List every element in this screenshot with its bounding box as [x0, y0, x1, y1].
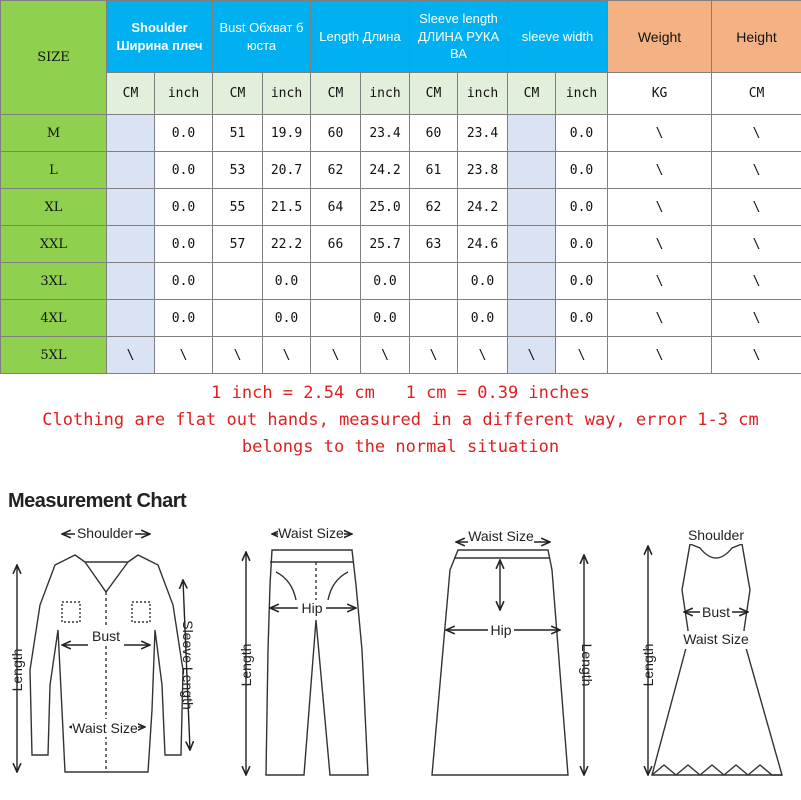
- pants-hip-label: Hip: [301, 600, 323, 616]
- table-cell-sleeve-in: 23.4: [458, 115, 508, 152]
- table-cell-shoulder-in: \: [155, 337, 213, 374]
- size-cell: L: [1, 152, 107, 189]
- table-cell-sw-in: 0.0: [556, 300, 608, 337]
- unit-inch: inch: [361, 73, 410, 115]
- table-cell-length-in: 25.7: [361, 226, 410, 263]
- table-cell-sleeve-in: 0.0: [458, 300, 508, 337]
- size-cell: XXL: [1, 226, 107, 263]
- table-row: [1, 115, 801, 152]
- table-row: [1, 337, 801, 374]
- table-cell-length-in: 23.4: [361, 115, 410, 152]
- table-cell-length-cm: \: [311, 337, 361, 374]
- table-cell-sw-cm: [508, 226, 556, 263]
- dress-outline: [652, 544, 782, 775]
- unit-cm: CM: [410, 73, 458, 115]
- table-cell-length-cm: 62: [311, 152, 361, 189]
- unit-height-cm: CM: [712, 73, 801, 115]
- size-cell: XL: [1, 189, 107, 226]
- unit-cm: CM: [213, 73, 263, 115]
- table-cell-shoulder-in: 0.0: [155, 226, 213, 263]
- table-cell-length-cm: 60: [311, 115, 361, 152]
- table-cell-length-in: 24.2: [361, 152, 410, 189]
- table-cell-sw-in: \: [556, 337, 608, 374]
- skirt-hip-label: Hip: [490, 622, 512, 638]
- table-cell-bust-in: 19.9: [263, 115, 311, 152]
- dress-shoulder-label: Shoulder: [687, 527, 745, 543]
- table-cell-weight: \: [608, 189, 712, 226]
- table-cell-shoulder-cm: [107, 263, 155, 300]
- shirt-outline: [30, 555, 183, 772]
- table-cell-sleeve-in: 24.2: [458, 189, 508, 226]
- header-row: [1, 1, 801, 73]
- table-cell-bust-cm: \: [213, 337, 263, 374]
- table-cell-sw-in: 0.0: [556, 226, 608, 263]
- unit-inch: inch: [155, 73, 213, 115]
- dress-length-label: Length: [640, 643, 656, 687]
- pants-waist-label: Waist Size: [278, 525, 344, 541]
- table-cell-sleeve-in: \: [458, 337, 508, 374]
- sleeve-length-header: Sleeve length ДЛИНА РУКА ВА: [410, 1, 508, 73]
- table-row: [1, 263, 801, 300]
- skirt-waist-label: Waist Size: [468, 528, 534, 544]
- table-cell-sleeve-cm: 62: [410, 189, 458, 226]
- unit-kg: KG: [608, 73, 712, 115]
- shoulder-header: Shoulder Ширина плеч: [107, 1, 213, 73]
- table-cell-length-in: 0.0: [361, 263, 410, 300]
- table-cell-weight: \: [608, 337, 712, 374]
- table-cell-sleeve-cm: [410, 263, 458, 300]
- table-cell-sleeve-cm: [410, 300, 458, 337]
- table-cell-sleeve-in: 24.6: [458, 226, 508, 263]
- table-cell-height: \: [712, 337, 801, 374]
- table-cell-bust-in: 21.5: [263, 189, 311, 226]
- table-row: [1, 226, 801, 263]
- size-rows: [1, 115, 801, 374]
- table-cell-bust-cm: 51: [213, 115, 263, 152]
- table-cell-bust-cm: 57: [213, 226, 263, 263]
- table-cell-height: \: [712, 189, 801, 226]
- height-header: Height: [712, 1, 801, 73]
- table-cell-sw-in: 0.0: [556, 263, 608, 300]
- table-cell-length-in: \: [361, 337, 410, 374]
- table-cell-length-in: 25.0: [361, 189, 410, 226]
- table-cell-shoulder-cm: [107, 115, 155, 152]
- table-cell-weight: \: [608, 152, 712, 189]
- table-cell-bust-cm: 53: [213, 152, 263, 189]
- table-cell-sleeve-cm: 63: [410, 226, 458, 263]
- table-cell-length-cm: 64: [311, 189, 361, 226]
- table-cell-shoulder-in: 0.0: [155, 152, 213, 189]
- table-cell-bust-in: \: [263, 337, 311, 374]
- table-cell-weight: \: [608, 226, 712, 263]
- shirt-bust-label: Bust: [91, 628, 121, 644]
- table-cell-sw-in: 0.0: [556, 189, 608, 226]
- measurement-chart-title: Measurement Chart: [8, 490, 187, 512]
- table-cell-sw-in: 0.0: [556, 152, 608, 189]
- dress-waist-label: Waist Size: [683, 631, 749, 647]
- table-cell-bust-in: 22.2: [263, 226, 311, 263]
- table-cell-bust-in: 0.0: [263, 263, 311, 300]
- size-cell: 3XL: [1, 263, 107, 300]
- table-cell-shoulder-in: 0.0: [155, 300, 213, 337]
- table-cell-height: \: [712, 152, 801, 189]
- disclaimer-line-2: belongs to the normal situation: [241, 437, 560, 457]
- table-cell-sleeve-cm: 60: [410, 115, 458, 152]
- table-cell-height: \: [712, 263, 801, 300]
- table-cell-sw-cm: [508, 263, 556, 300]
- dress-bust-label: Bust: [701, 604, 731, 620]
- notes: [0, 380, 801, 461]
- unit-inch: inch: [458, 73, 508, 115]
- unit-cm: CM: [508, 73, 556, 115]
- table-cell-height: \: [712, 115, 801, 152]
- table-cell-shoulder-in: 0.0: [155, 189, 213, 226]
- pants-arrows: [246, 534, 356, 775]
- weight-header: Weight: [608, 1, 712, 73]
- table-cell-sleeve-in: 23.8: [458, 152, 508, 189]
- skirt-length-label: Length: [579, 643, 595, 687]
- table-cell-shoulder-cm: \: [107, 337, 155, 374]
- table-cell-shoulder-cm: [107, 189, 155, 226]
- shirt-shoulder-label: Shoulder: [76, 525, 134, 541]
- dress-arrows: [648, 536, 748, 775]
- table-cell-sleeve-cm: \: [410, 337, 458, 374]
- bust-header: Bust Обхват б юста: [213, 1, 311, 73]
- unit-cm: CM: [311, 73, 361, 115]
- table-cell-length-cm: [311, 263, 361, 300]
- table-cell-sw-in: 0.0: [556, 115, 608, 152]
- table-cell-bust-cm: 55: [213, 189, 263, 226]
- table-cell-length-cm: 66: [311, 226, 361, 263]
- table-cell-weight: \: [608, 300, 712, 337]
- size-cell: M: [1, 115, 107, 152]
- table-row: [1, 300, 801, 337]
- table-cell-height: \: [712, 300, 801, 337]
- table-cell-sw-cm: [508, 152, 556, 189]
- dress-diagram: [652, 544, 782, 775]
- size-cell: 5XL: [1, 337, 107, 374]
- table-cell-length-cm: [311, 300, 361, 337]
- table-cell-sw-cm: [508, 115, 556, 152]
- skirt-arrows: [446, 542, 584, 775]
- shirt-sleeve-length-label: Sleeve Length: [180, 620, 196, 710]
- table-cell-bust-in: 20.7: [263, 152, 311, 189]
- table-cell-shoulder-in: 0.0: [155, 115, 213, 152]
- table-cell-sleeve-cm: 61: [410, 152, 458, 189]
- pants-outline: [266, 550, 368, 775]
- shirt-length-label: Length: [9, 648, 25, 692]
- table-cell-height: \: [712, 226, 801, 263]
- table-cell-shoulder-cm: [107, 152, 155, 189]
- table-cell-shoulder-cm: [107, 226, 155, 263]
- table-cell-length-in: 0.0: [361, 300, 410, 337]
- size-cell: 4XL: [1, 300, 107, 337]
- table-cell-bust-cm: [213, 300, 263, 337]
- sleeve-width-header: sleeve width: [508, 1, 608, 73]
- table-cell-sw-cm: [508, 300, 556, 337]
- unit-cm: CM: [107, 73, 155, 115]
- table-row: [1, 189, 801, 226]
- table-cell-weight: \: [608, 115, 712, 152]
- table-cell-bust-cm: [213, 263, 263, 300]
- table-cell-sleeve-in: 0.0: [458, 263, 508, 300]
- table-row: [1, 152, 801, 189]
- pants-length-label: Length: [238, 643, 254, 687]
- measurement-diagrams: [0, 510, 801, 800]
- table-cell-shoulder-cm: [107, 300, 155, 337]
- shirt-waist-label: Waist Size: [72, 720, 138, 736]
- unit-inch: inch: [263, 73, 311, 115]
- table-cell-shoulder-in: 0.0: [155, 263, 213, 300]
- conversion-note: 1 inch = 2.54 cm 1 cm = 0.39 inches: [211, 383, 590, 403]
- disclaimer-line-1: Clothing are flat out hands, measured in a different way, error 1-3 cm: [42, 410, 759, 430]
- table-cell-weight: \: [608, 263, 712, 300]
- pants-diagram: [266, 550, 368, 775]
- size-header: SIZE: [1, 1, 107, 115]
- length-header: Length Длина: [311, 1, 410, 73]
- size-table: [0, 0, 801, 374]
- shirt-diagram: [30, 555, 183, 772]
- table-cell-sw-cm: [508, 189, 556, 226]
- unit-inch: inch: [556, 73, 608, 115]
- unit-row: [1, 73, 801, 115]
- table-cell-bust-in: 0.0: [263, 300, 311, 337]
- table-cell-sw-cm: \: [508, 337, 556, 374]
